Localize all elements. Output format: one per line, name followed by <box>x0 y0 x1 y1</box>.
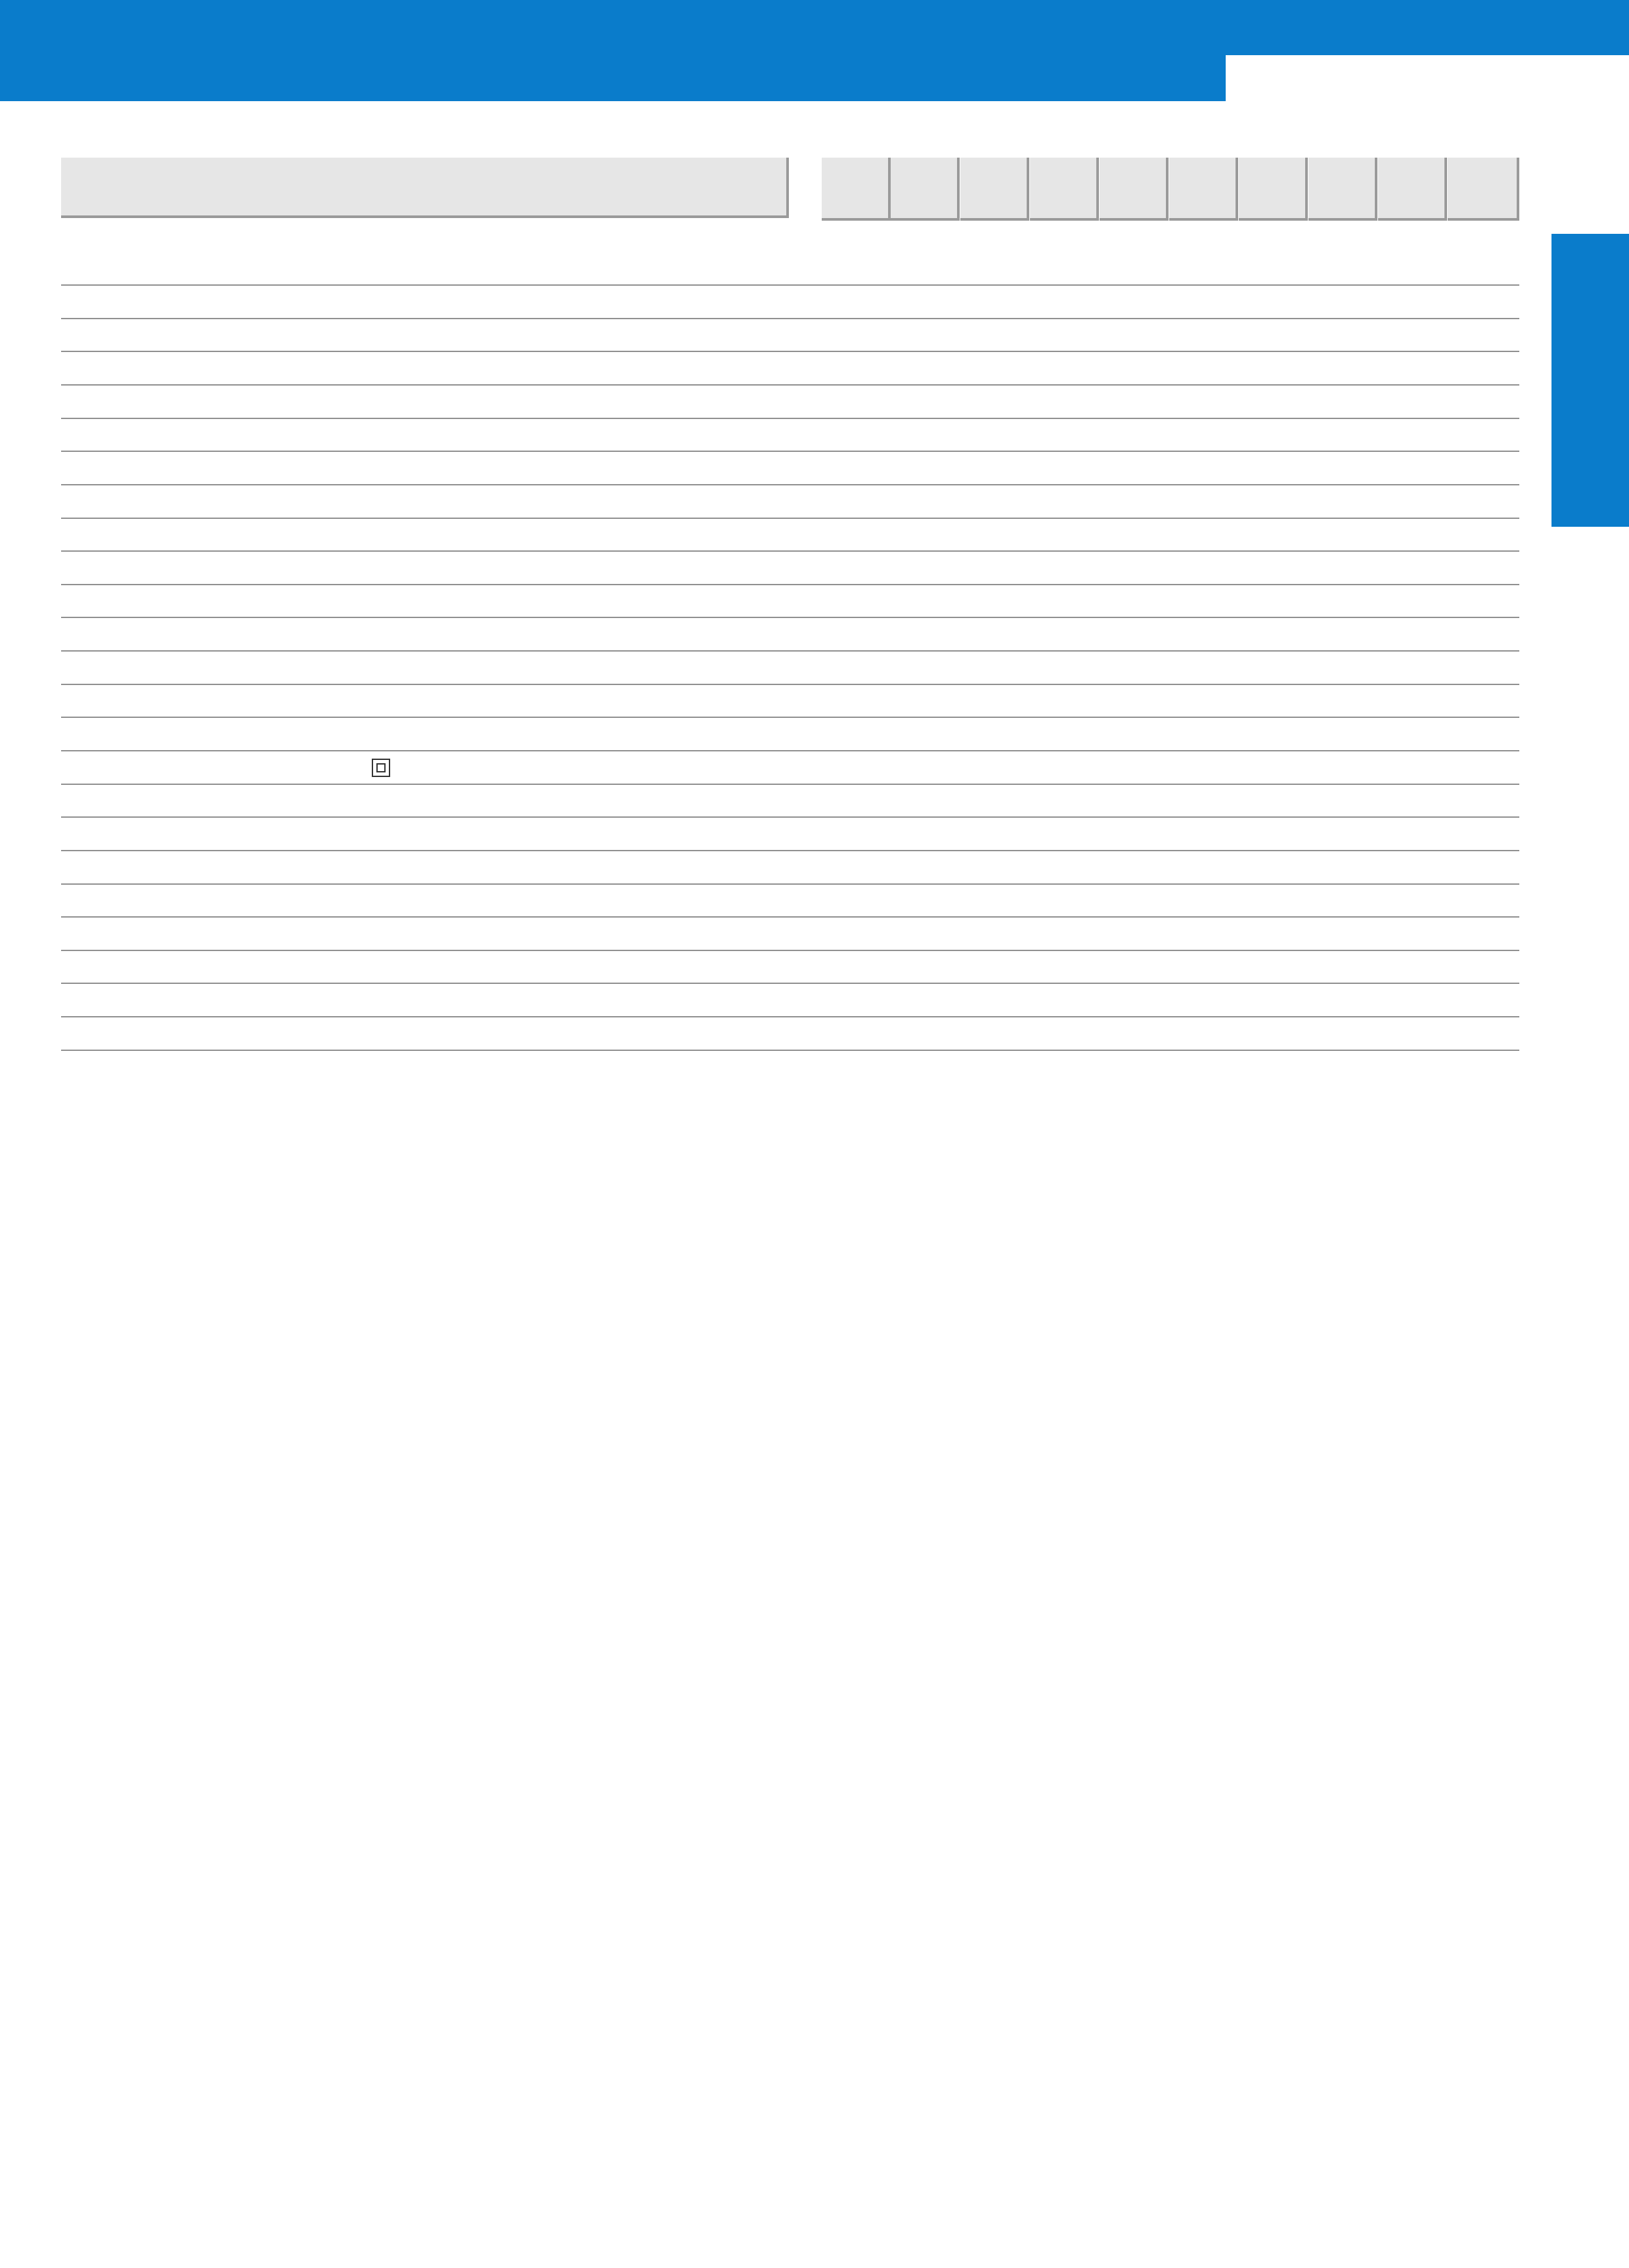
header-title-tab <box>1226 55 1629 114</box>
column-header-empty <box>1378 158 1447 221</box>
row-divider <box>61 983 1519 984</box>
row-divider <box>61 451 1519 452</box>
vde-class-symbol <box>372 757 390 781</box>
column-header-20npp <box>891 158 960 221</box>
row-divider <box>61 1016 1519 1017</box>
row-divider <box>61 617 1519 618</box>
row-divider <box>61 584 1519 585</box>
column-header-15bpp <box>822 158 891 221</box>
row-divider <box>61 950 1519 951</box>
spec-table-header <box>61 158 789 218</box>
row-divider <box>61 384 1519 386</box>
row-divider <box>61 816 1519 818</box>
row-divider <box>61 684 1519 685</box>
column-header-empty <box>1169 158 1238 221</box>
row-divider <box>61 750 1519 751</box>
column-header-empty <box>960 158 1029 221</box>
column-header-empty <box>1100 158 1169 221</box>
row-divider <box>61 1050 1519 1051</box>
row-divider <box>61 717 1519 718</box>
row-divider <box>61 883 1519 885</box>
row-divider <box>61 784 1519 785</box>
row-divider <box>61 418 1519 419</box>
column-header-empty <box>1239 158 1308 221</box>
column-header-empty <box>1448 158 1519 221</box>
row-divider <box>61 518 1519 519</box>
column-header-empty <box>1030 158 1099 221</box>
row-divider <box>61 916 1519 918</box>
row-divider <box>61 318 1519 319</box>
row-divider <box>61 484 1519 485</box>
column-header-empty <box>1308 158 1377 221</box>
row-divider <box>61 284 1519 286</box>
vde-symbol-icon <box>372 759 390 777</box>
row-divider <box>61 850 1519 851</box>
row-divider <box>61 650 1519 652</box>
row-divider <box>61 351 1519 352</box>
row-divider <box>61 550 1519 552</box>
side-section-tab <box>1551 234 1629 527</box>
